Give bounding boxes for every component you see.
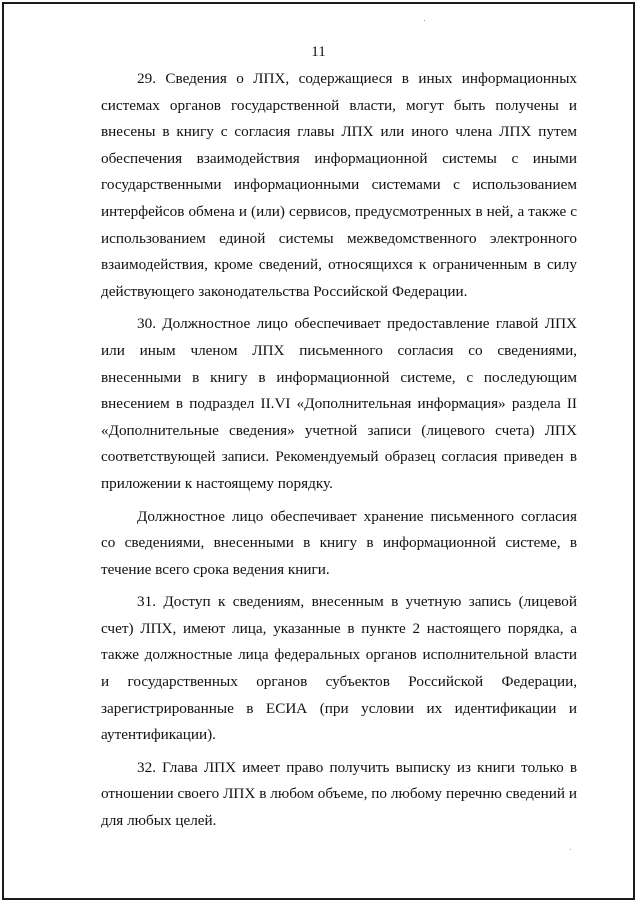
page-number: 11 [311, 44, 326, 60]
paragraph-29: 29. Сведения о ЛПХ, содержащиеся в иных информационных системах органов государственной власти, могут быть получены и внесены в книгу с согласия главы ЛПХ или иного члена ЛПХ путем обеспечения взаимодействия информационной системы с иными государственными информационными системами с использованием интерфейсов обмена и (или) сервисов, предусмотренных в ней, а также с использованием единой системы межведомственного электронного взаимодействия, кроме сведений, относящихся к ограниченным в силу действующего законодательства Российской Федерации. [101, 70, 577, 300]
paragraph-32: 32. Глава ЛПХ имеет право получить выписку из книги только в отношении своего ЛПХ в любом объеме, по любому перечню сведений и для любых целей. [101, 758, 577, 830]
document-page [2, 2, 635, 900]
paragraph-31: 31. Доступ к сведениям, внесенным в учетную запись (лицевой счет) ЛПХ, имеют лица, указанные в пункте 2 настоящего порядка, а также должностные лица федеральных органов исполнительной власти и государственных органов субъектов Российской Федерации, зарегистрированные в ЕСИА (при условии их идентификации и аутентификации). [101, 593, 577, 744]
scan-speck [570, 849, 571, 850]
paragraph-30-continuation: Должностное лицо обеспечивает хранение письменного согласия со сведениями, внесенными в книгу в информационной системе, в течение всего срока ведения книги. [101, 507, 577, 578]
document-body [101, 66, 577, 841]
scan-speck [424, 20, 425, 21]
paragraph-30: 30. Должностное лицо обеспечивает предоставление главой ЛПХ или иным членом ЛПХ письменного согласия со сведениями, внесенными в книгу в информационной системе, с последующим внесением в подраздел II.VI «Дополнительная информация» раздела II «Дополнительные сведения» учетной записи (лицевого счета) ЛПХ соответствующей записи. Рекомендуемый образец согласия приведен в приложении к настоящему порядку. [101, 315, 577, 492]
